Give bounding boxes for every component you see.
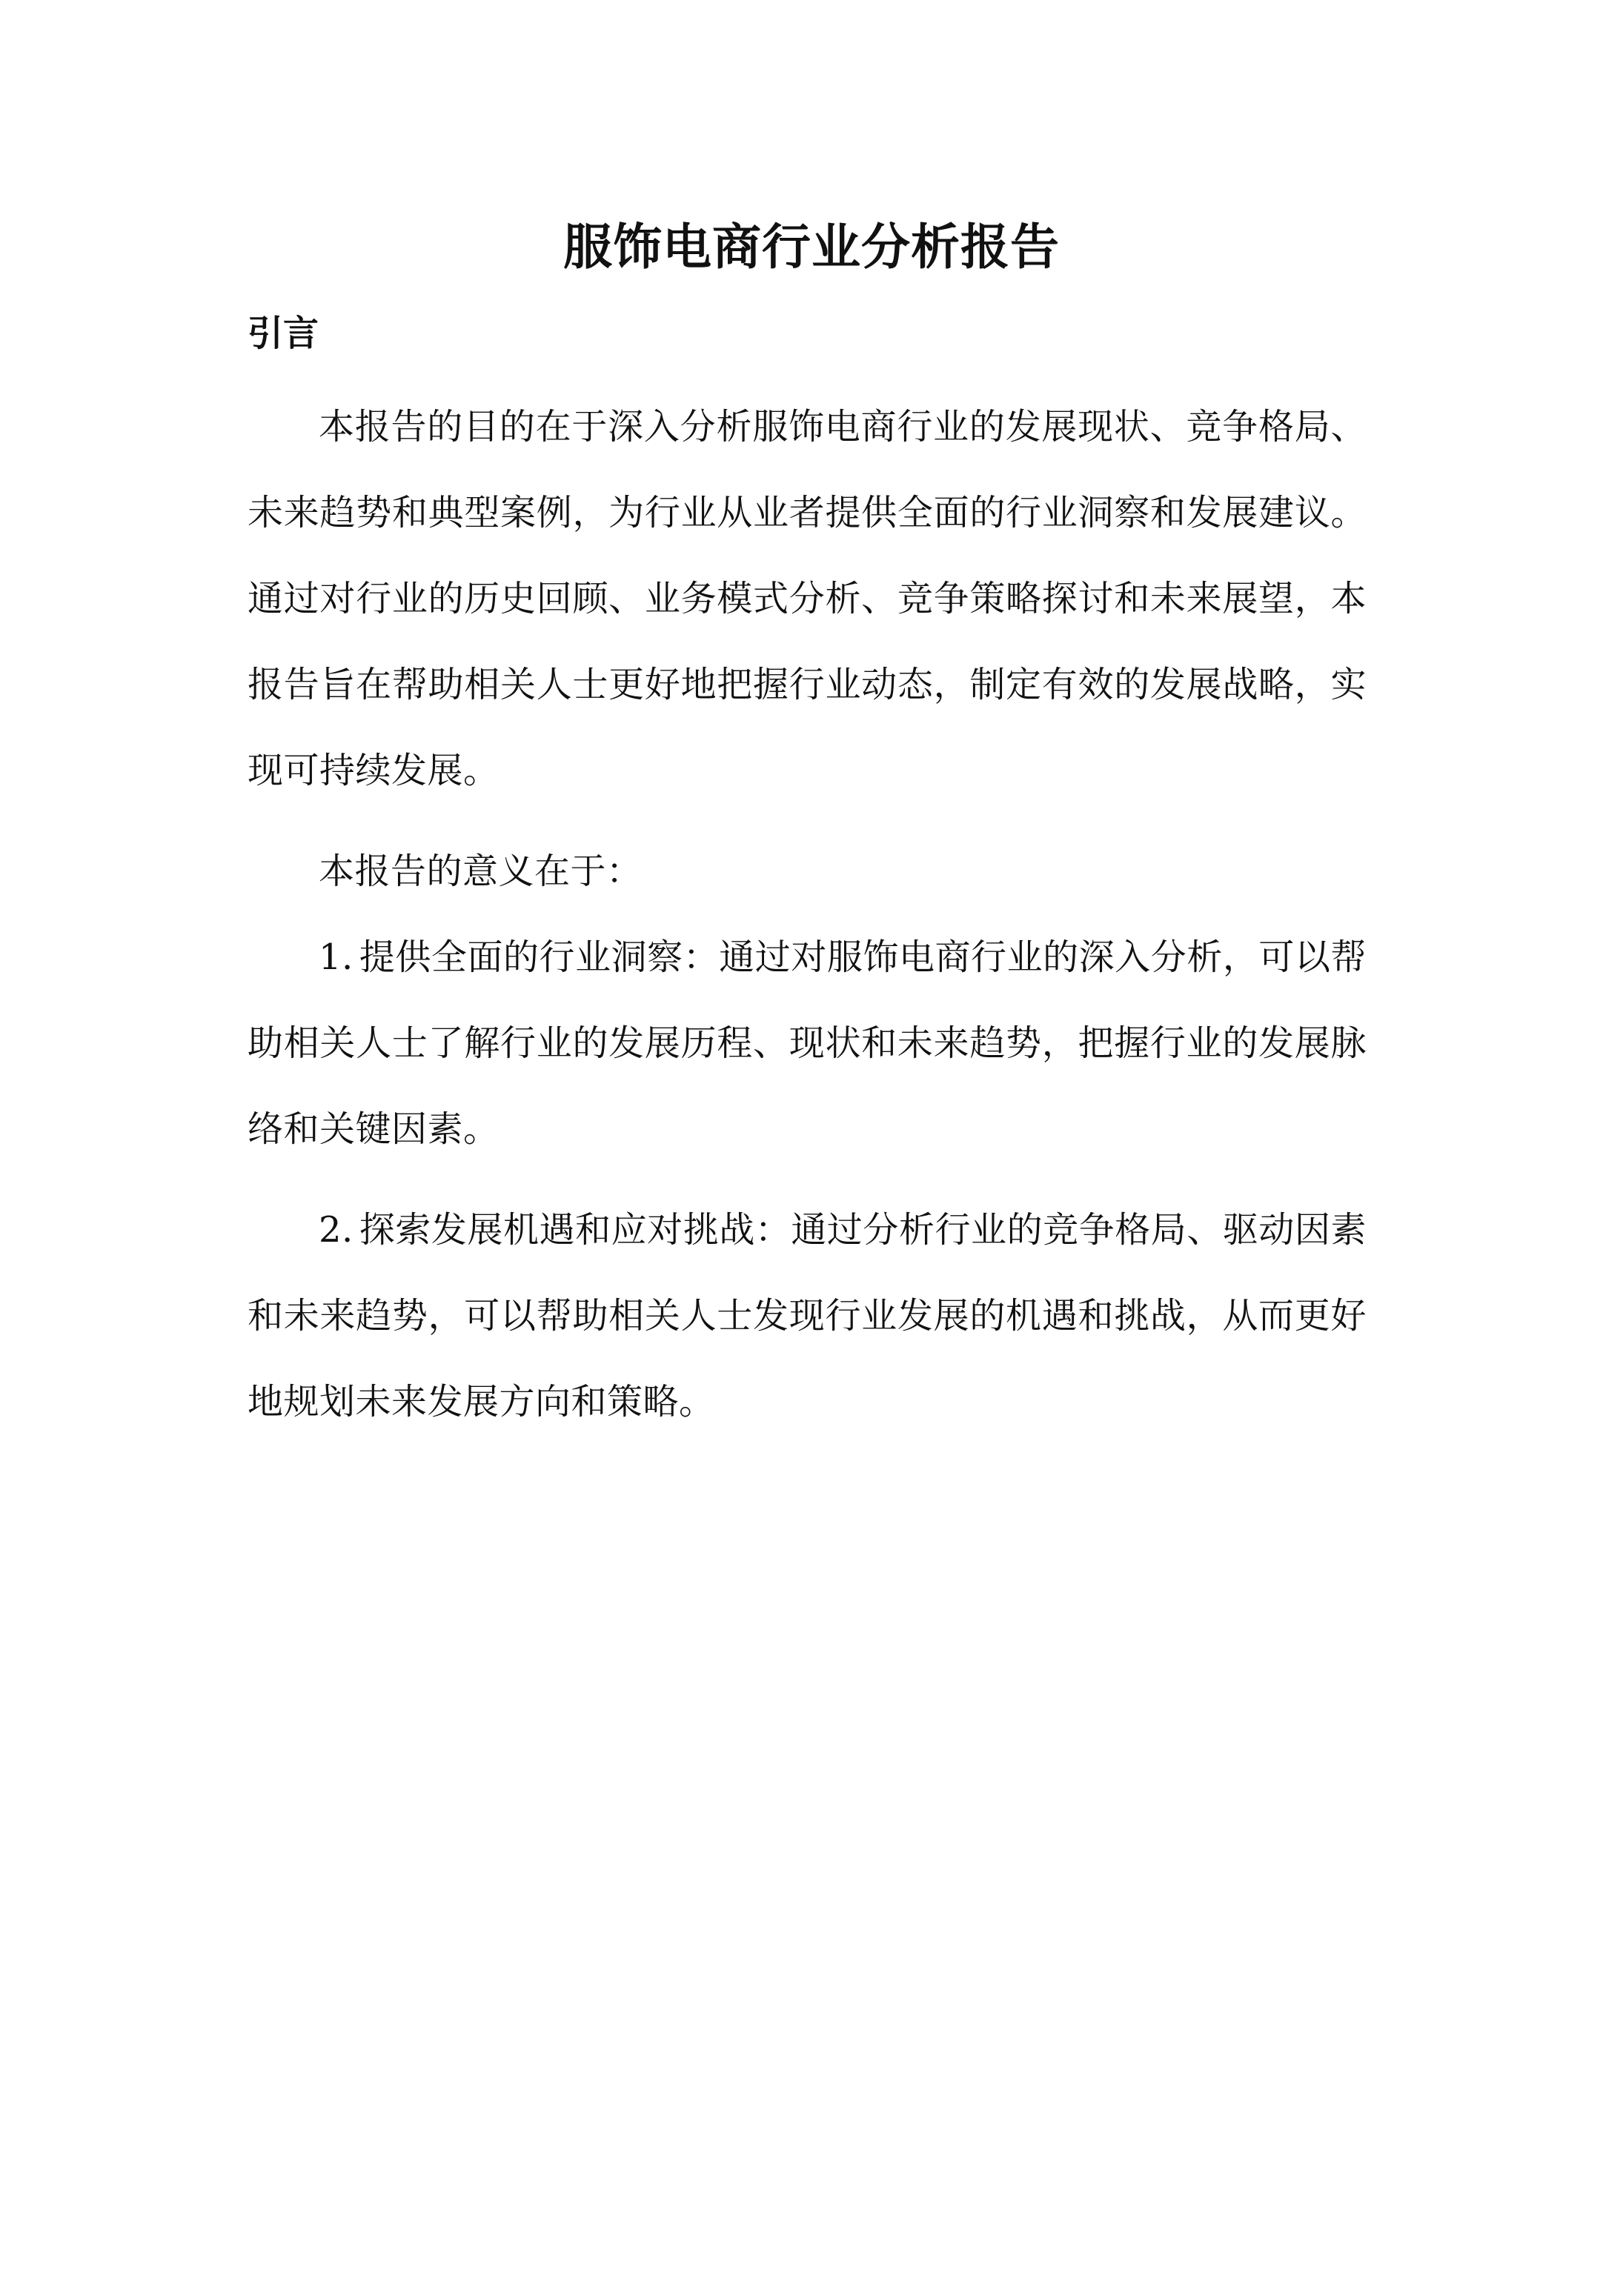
paragraph-significance-intro: 本报告的意义在于： <box>319 851 643 892</box>
document-title: 服饰电商行业分析报告 <box>563 218 1060 276</box>
list-item-1 <box>248 914 1367 1172</box>
list-item-number: 1. <box>319 936 354 978</box>
section-heading-intro: 引言 <box>248 313 319 354</box>
paragraph-purpose: 本报告的目的在于深入分析服饰电商行业的发展现状、竞争格局、未来趋势和典型案例，为行业从业者提供全面的行业洞察和发展建议。通过对行业的历史回顾、业务模式分析、竞争策略探讨和未来展望，本报告旨在帮助相关人士更好地把握行业动态，制定有效的发展战略，实现可持续发展。 <box>248 406 1367 791</box>
list-item-text: 提供全面的行业洞察：通过对服饰电商行业的深入分析，可以帮助相关人士了解行业的发展历程、现状和未来趋势，把握行业的发展脉络和关键因素。 <box>248 936 1367 1150</box>
list-item-text: 探索发展机遇和应对挑战：通过分析行业的竞争格局、驱动因素和未来趋势，可以帮助相关人士发现行业发展的机遇和挑战，从而更好地规划未来发展方向和策略。 <box>248 1209 1367 1422</box>
list-item-number: 2. <box>319 1209 354 1251</box>
list-item-2 <box>248 1187 1367 1445</box>
